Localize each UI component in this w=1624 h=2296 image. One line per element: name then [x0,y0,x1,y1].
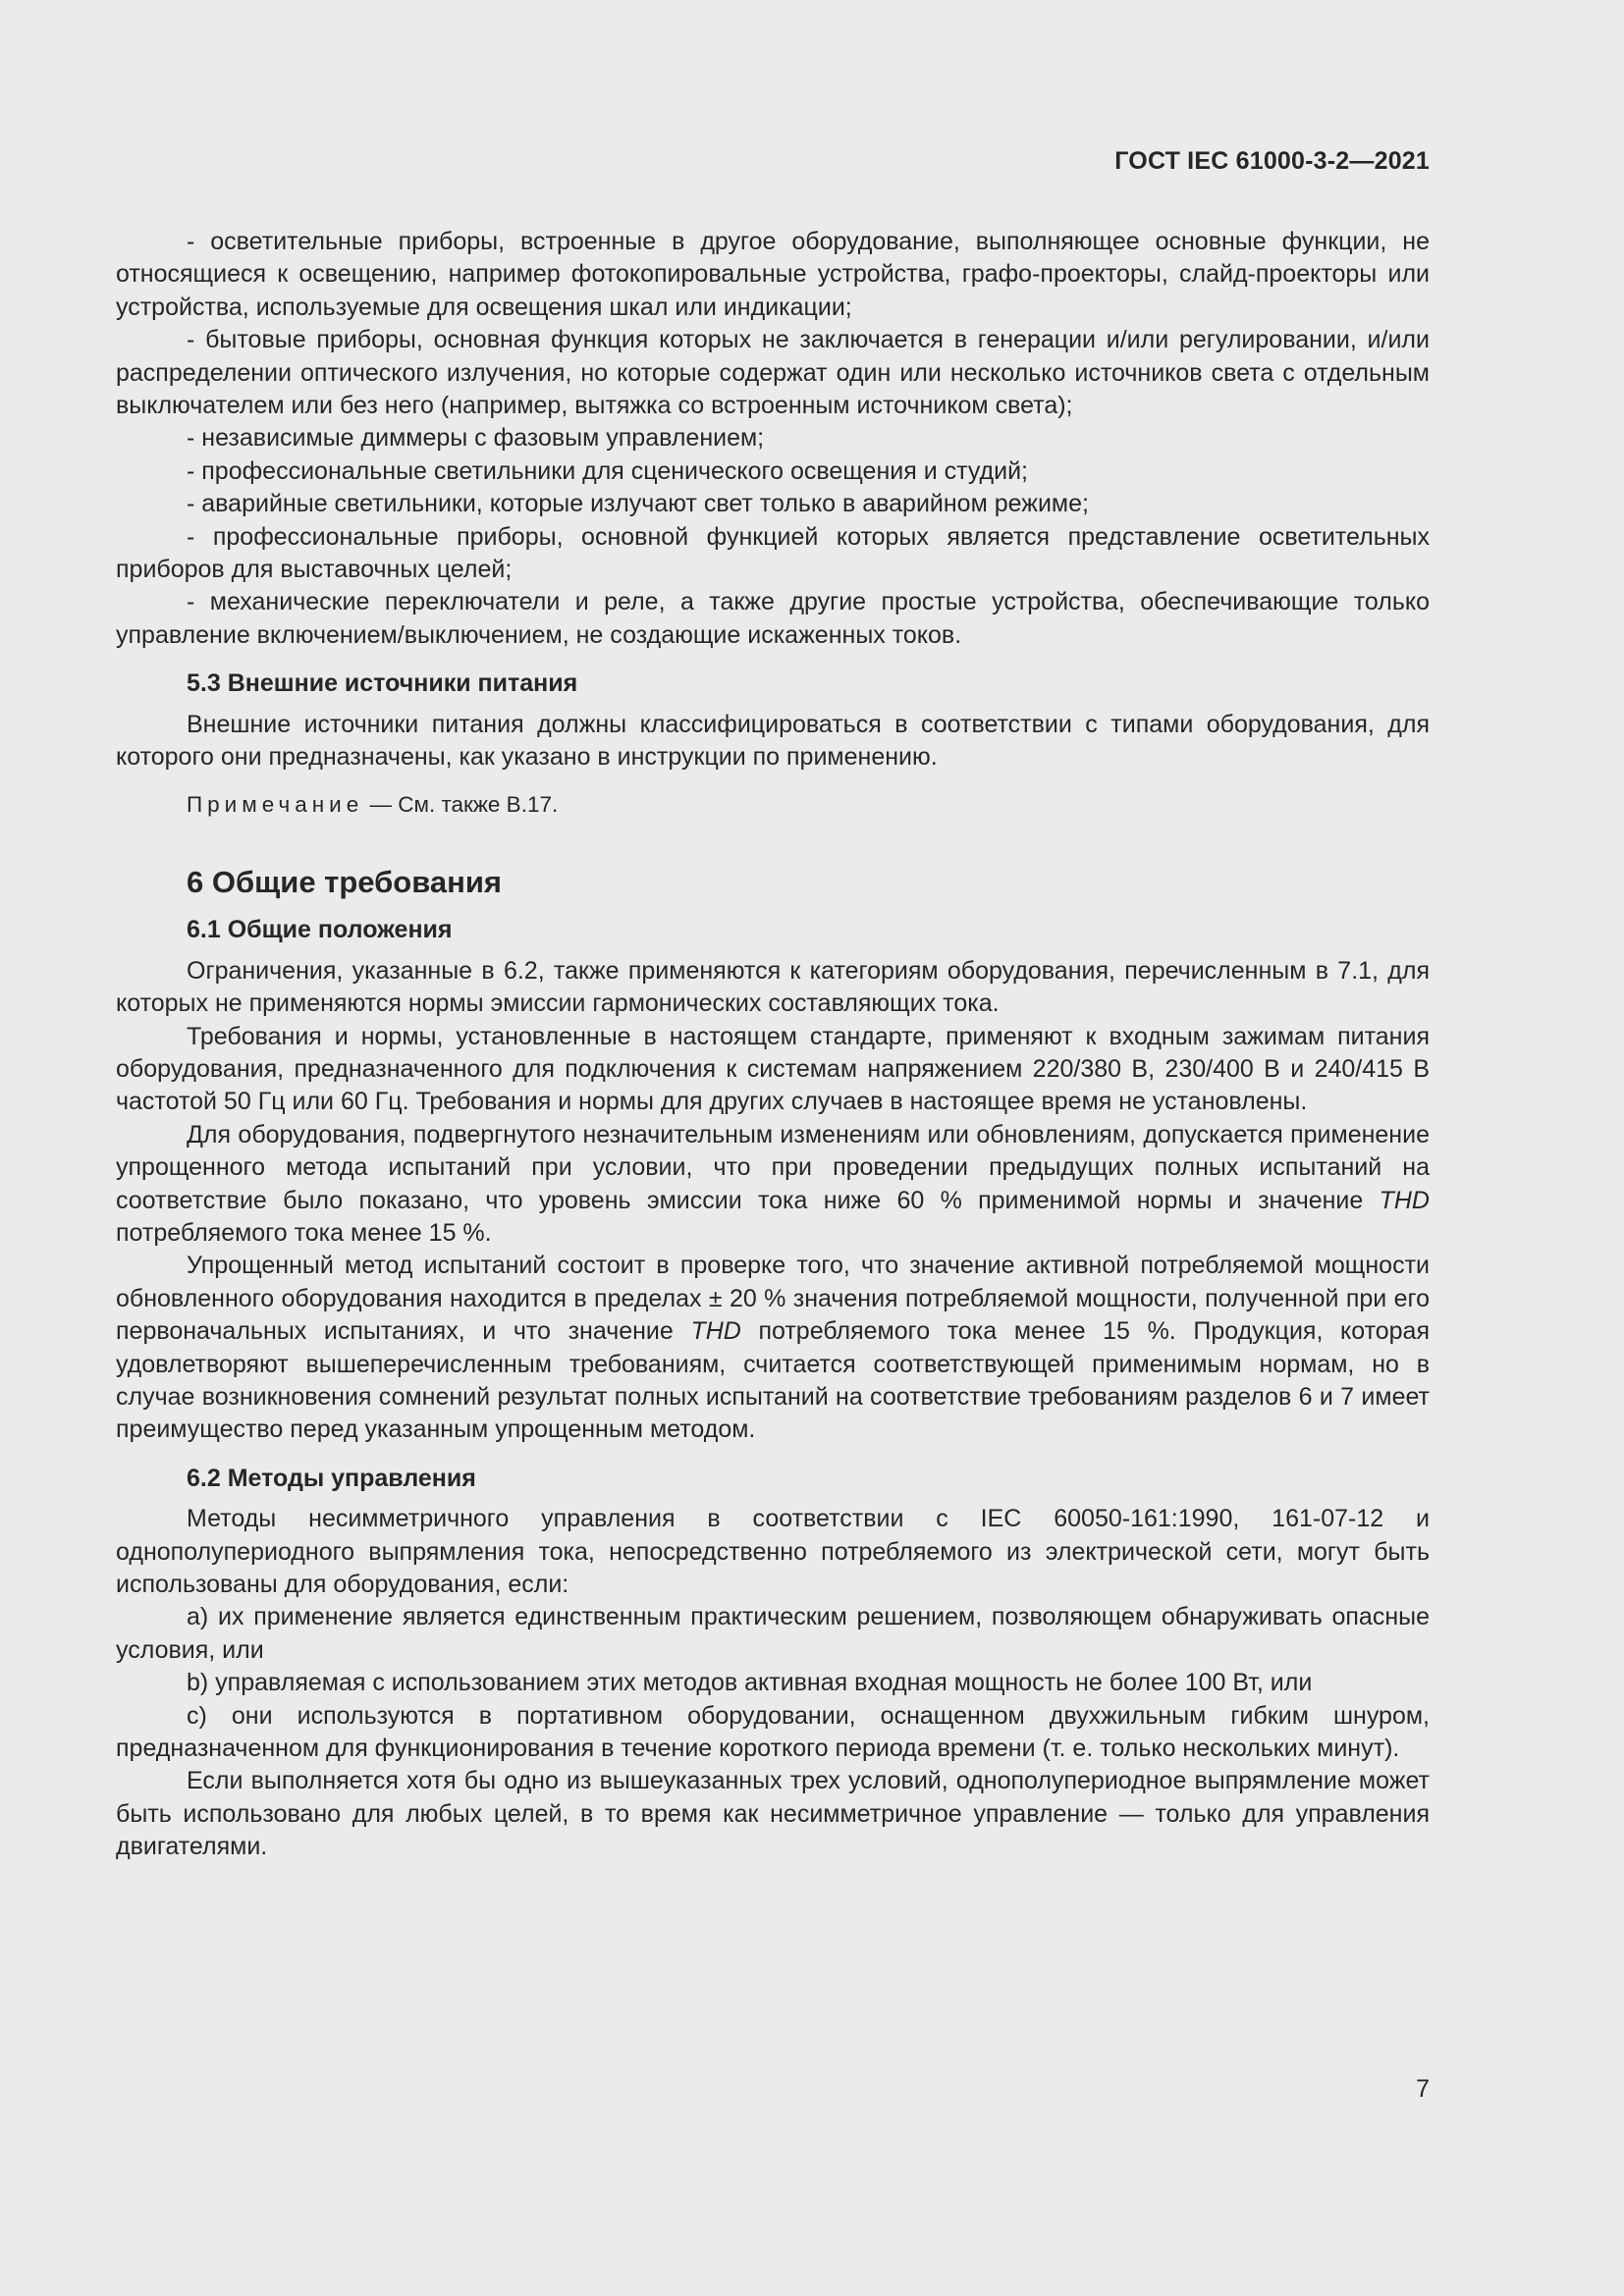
list-item: - профессиональные светильники для сценического освещения и студий; [187,456,1028,485]
document-id-header: ГОСТ IEC 61000-3-2—2021 [1114,147,1430,175]
paragraph: Методы несимметричного управления в соответствии с IEC 60050-161:1990, 161-07-12 и однополупериодного выпрямления тока, непосредственно потребляемого из электрической сети, могут быть использованы для оборудования, если: [116,1505,1430,1599]
paragraph: Требования и нормы, установленные в настоящем стандарте, применяют к входным зажимам питания оборудования, предназначенного для подключения к системам напряжением 220/380 В, 230/400 В и 240/415 В частотой 50 Гц или 60 Гц. Требования и нормы для других случаев в настоящее время не установлены. [116,1022,1430,1116]
list-item: - независимые диммеры с фазовым управлением; [187,424,765,453]
thd-term: THD [690,1317,741,1346]
list-item: - аварийные светильники, которые излучают свет только в аварийном режиме; [187,490,1089,518]
list-item: - бытовые приборы, основная функция которых не заключается в генерации и/или регулировании, и/или распределении оптического излучения, но которые содержат один или несколько источников света с отдельным выключателем или без него (например, вытяжка со встроенным источником света); [116,326,1430,420]
paragraph-text: Упрощенный метод испытаний состоит в проверке того, что значение активной потребляемой мощности обновленного оборудования находится в пределах ± 20 % значения потребляемой мощности, полученной при его первоначальных испытаниях, и что значение [116,1252,1430,1346]
section-heading-5-3: 5.3 Внешние источники питания [187,669,578,698]
note [116,788,1430,821]
paragraph-text: потребляемого тока менее 15 %. Продукция, которая удовлетворяют вышеперечисленным требованиям, считается соответствующей применимым нормам, но в случае возникновения сомнений результат полных испытаний на соответствие требованиям разделов 6 и 7 имеет преимущество перед указанным упрощенным методом. [116,1317,1430,1444]
paragraph: Если выполняется хотя бы одно из вышеуказанных трех условий, однополупериодное выпрямление может быть использовано для любых целей, в то время как несимметричное управление — только для управления двигателями. [116,1767,1430,1861]
list-item: a) их применение является единственным практическим решением, позволяющем обнаруживать опасные условия, или [116,1603,1430,1664]
list-item: b) управляемая с использованием этих методов активная входная мощность не более 100 Вт, или [187,1669,1313,1697]
note-label: Примечание [187,791,364,817]
paragraph [116,1119,1430,1251]
thd-term: THD [1379,1186,1430,1214]
paragraph-text: потребляемого тока менее 15 %. [116,1218,492,1247]
section-heading-6-2: 6.2 Методы управления [187,1464,476,1492]
paragraph: Ограничения, указанные в 6.2, также применяются к категориям оборудования, перечисленным в 7.1, для которых не применяются нормы эмиссии гармонических составляющих тока. [116,956,1430,1018]
paragraph [116,1250,1430,1446]
list-item: - осветительные приборы, встроенные в другое оборудование, выполняющее основные функции, не относящиеся к освещению, например фотокопировальные устройства, графо-проекторы, слайд-проекторы или устройства, используемые для освещения шкал или индикации; [116,228,1430,321]
list-item: - механические переключатели и реле, а также другие простые устройства, обеспечивающие только управление включением/выключением, не создающие искаженных токов. [116,588,1430,649]
list-item: - профессиональные приборы, основной функцией которых является представление осветительных приборов для выставочных целей; [116,522,1430,584]
paragraph: Внешние источники питания должны классифицироваться в соответствии с типами оборудования, для которого они предназначены, как указано в инструкции по применению. [116,710,1430,772]
page-number: 7 [1416,2075,1430,2103]
section-heading-6: 6 Общие требования [187,864,502,899]
note-text: — См. также B.17. [363,791,559,817]
section-heading-6-1: 6.1 Общие положения [187,916,453,944]
document-body [116,226,1430,1864]
list-item: c) они используются в портативном оборудовании, оснащенном двухжильным гибким шнуром, предназначенном для функционирования в течение короткого периода времени (т. е. только нескольких минут). [116,1701,1430,1763]
paragraph-text: Для оборудования, подвергнутого незначительным изменениям или обновлениям, допускается применение упрощенного метода испытаний при условии, что при проведении предыдущих полных испытаний на соответствие было показано, что уровень эмиссии тока ниже 60 % применимой нормы и значение [116,1120,1430,1214]
